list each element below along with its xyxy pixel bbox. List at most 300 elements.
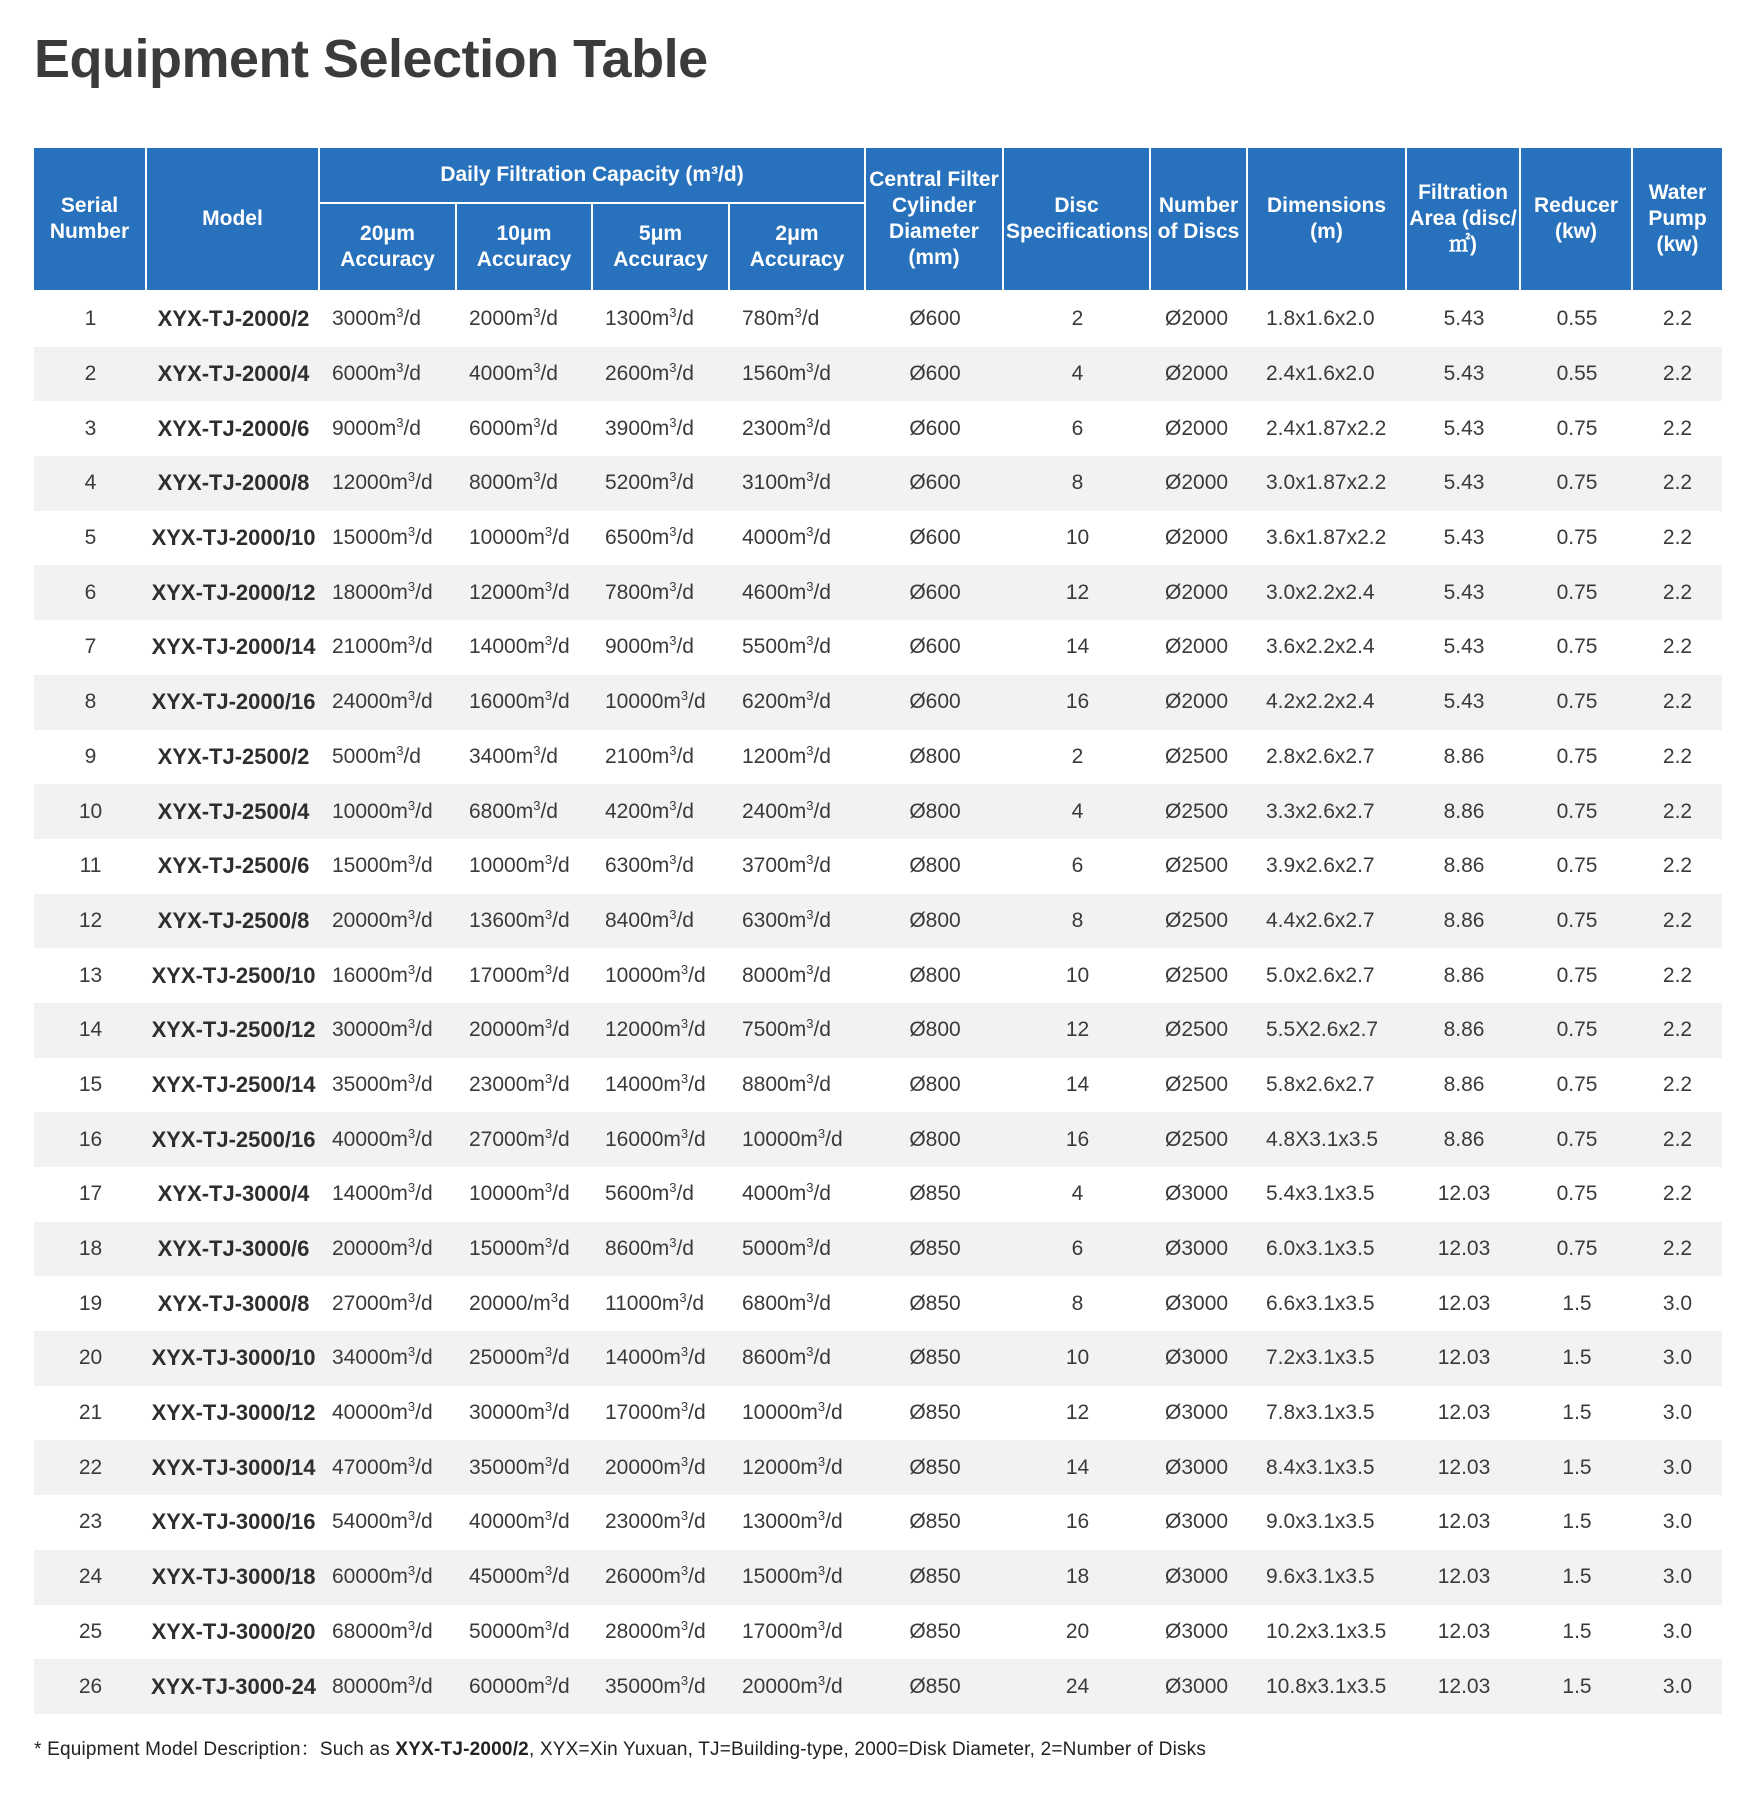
disc-spec-cell: 6	[1004, 1222, 1151, 1277]
reducer-cell: 0.75	[1521, 1222, 1633, 1277]
disc-spec-cell: 14	[1065, 635, 1090, 659]
header-10um-accuracy: 10μm Accuracy	[457, 204, 593, 292]
serial-cell: 2	[34, 347, 147, 402]
water-pump-cell: 2.2	[1633, 1003, 1722, 1058]
capacity-10um-cell: $20000m^3/d$	[457, 1003, 593, 1058]
model-cell: XYX-TJ-2500/16	[147, 1112, 320, 1167]
capacity-20um-cell: $16000m^3/d$	[332, 961, 433, 987]
capacity-20um-cell: $30000m^3/d$	[320, 1003, 457, 1058]
dimensions-cell: 7.8x3.1x3.5	[1266, 1401, 1375, 1425]
capacity-10um-cell: $8000m^3/d$	[457, 456, 593, 511]
filtration-area-cell: 12.03	[1407, 1659, 1521, 1714]
capacity-10um-cell: $30000m^3/d$	[469, 1399, 570, 1425]
number-of-discs-cell: Ø3000	[1151, 1440, 1248, 1495]
filtration-area-cell: 5.43	[1407, 347, 1521, 402]
filtration-area-cell: 5.43	[1407, 675, 1521, 730]
number-of-discs-cell: Ø2000	[1165, 526, 1229, 550]
model-cell: XYX-TJ-2500/4	[147, 784, 320, 839]
number-of-discs-cell: Ø2000	[1165, 307, 1229, 331]
cylinder-diameter-cell: Ø850	[866, 1440, 1004, 1495]
table-row	[34, 1659, 1722, 1714]
table-row	[34, 620, 1722, 675]
equipment-selection-table	[34, 148, 1722, 1714]
capacity-5um-cell: $17000m^3/d$	[605, 1399, 706, 1425]
capacity-10um-cell: $16000m^3/d$	[457, 675, 593, 730]
serial-cell: 6	[34, 565, 147, 620]
capacity-20um-cell: $34000m^3/d$	[320, 1331, 457, 1386]
serial-cell: 7	[84, 635, 97, 659]
capacity-2um-cell: $12000m^3/d$	[730, 1440, 866, 1495]
capacity-20um-cell: $54000m^3/d$	[332, 1508, 433, 1534]
model-cell: XYX-TJ-2000/2	[157, 306, 310, 332]
water-pump-cell: 3.0	[1633, 1331, 1722, 1386]
reducer-cell: 1.5	[1562, 1619, 1592, 1643]
capacity-5um-cell: $26000m^3/d$	[593, 1550, 730, 1605]
disc-spec-cell: 10	[1004, 1331, 1151, 1386]
serial-cell: 19	[78, 1291, 103, 1315]
capacity-2um-cell: $10000m^3/d$	[742, 1399, 843, 1425]
capacity-20um-cell: $20000m^3/d$	[320, 1222, 457, 1277]
water-pump-cell: 2.2	[1633, 456, 1722, 511]
cylinder-diameter-cell: Ø850	[909, 1401, 961, 1425]
number-of-discs-cell: Ø3000	[1151, 1550, 1248, 1605]
model-cell: XYX-TJ-3000/6	[147, 1222, 320, 1277]
filtration-area-cell: 5.43	[1443, 307, 1485, 331]
capacity-20um-cell: $35000m^3/d$	[332, 1070, 433, 1096]
cylinder-diameter-cell: Ø850	[866, 1222, 1004, 1277]
capacity-20um-cell: $60000m^3/d$	[320, 1550, 457, 1605]
disc-spec-cell: 2	[1071, 307, 1084, 331]
capacity-5um-cell: $6500m^3/d$	[605, 524, 694, 550]
water-pump-cell: 2.2	[1662, 854, 1693, 878]
disc-spec-cell: 10	[1065, 963, 1090, 987]
cylinder-diameter-cell: Ø600	[866, 347, 1004, 402]
model-cell: XYX-TJ-3000/4	[157, 1181, 310, 1207]
number-of-discs-cell: Ø2500	[1151, 894, 1248, 949]
disc-spec-cell: 16	[1004, 675, 1151, 730]
note-model-example: XYX-TJ-2000/2	[395, 1739, 529, 1760]
serial-cell: 20	[34, 1331, 147, 1386]
serial-cell: 14	[34, 1003, 147, 1058]
table-row	[34, 784, 1722, 839]
cylinder-diameter-cell: Ø800	[909, 854, 961, 878]
cylinder-diameter-cell: Ø800	[866, 1112, 1004, 1167]
number-of-discs-cell: Ø2500	[1151, 784, 1248, 839]
number-of-discs-cell: Ø2500	[1165, 744, 1229, 768]
capacity-2um-cell: $1200m^3/d$	[742, 742, 831, 768]
serial-cell: 25	[78, 1619, 103, 1643]
water-pump-cell: 2.2	[1633, 1222, 1722, 1277]
reducer-cell: 0.75	[1521, 565, 1633, 620]
serial-cell: 11	[79, 854, 102, 878]
cylinder-diameter-cell: Ø800	[866, 1003, 1004, 1058]
filtration-area-cell: 8.86	[1407, 784, 1521, 839]
header-model: Model	[147, 148, 320, 292]
table-row	[34, 1276, 1722, 1331]
capacity-10um-cell: $40000m^3/d$	[469, 1508, 570, 1534]
disc-spec-cell: 18	[1004, 1550, 1151, 1605]
capacity-5um-cell: $5600m^3/d$	[605, 1180, 694, 1206]
cylinder-diameter-cell: Ø800	[909, 1072, 961, 1096]
water-pump-cell: 2.2	[1662, 963, 1693, 987]
filtration-area-cell: 5.43	[1443, 635, 1485, 659]
table-row	[34, 730, 1722, 785]
capacity-20um-cell: $14000m^3/d$	[332, 1180, 433, 1206]
number-of-discs-cell: Ø2000	[1151, 565, 1248, 620]
capacity-5um-cell: $3900m^3/d$	[605, 414, 694, 440]
capacity-5um-cell: $6300m^3/d$	[605, 852, 694, 878]
dimensions-cell: 4.4x2.6x2.7	[1248, 894, 1407, 949]
filtration-area-cell: 8.86	[1443, 1072, 1485, 1096]
cylinder-diameter-cell: Ø850	[909, 1291, 961, 1315]
capacity-5um-cell: $14000m^3/d$	[605, 1070, 706, 1096]
serial-cell: 5	[84, 526, 97, 550]
disc-spec-cell: 8	[1004, 456, 1151, 511]
serial-cell: 22	[34, 1440, 147, 1495]
capacity-5um-cell: $9000m^3/d$	[605, 633, 694, 659]
filtration-area-cell: 12.03	[1437, 1510, 1491, 1534]
filtration-area-cell: 12.03	[1437, 1619, 1491, 1643]
capacity-2um-cell: $5500m^3/d$	[742, 633, 831, 659]
capacity-2um-cell: $3100m^3/d$	[730, 456, 866, 511]
number-of-discs-cell: Ø2000	[1151, 456, 1248, 511]
capacity-2um-cell: $6800m^3/d$	[742, 1289, 831, 1315]
number-of-discs-cell: Ø3000	[1151, 1222, 1248, 1277]
number-of-discs-cell: Ø3000	[1165, 1291, 1229, 1315]
filtration-area-cell: 12.03	[1407, 1550, 1521, 1605]
dimensions-cell: 10.8x3.1x3.5	[1248, 1659, 1407, 1714]
capacity-5um-cell: $8400m^3/d$	[593, 894, 730, 949]
header-disc-specifications: Disc Specifications	[1004, 148, 1151, 292]
model-cell: XYX-TJ-2000/8	[147, 456, 320, 511]
water-pump-cell: 3.0	[1662, 1291, 1693, 1315]
filtration-area-cell: 8.86	[1443, 963, 1485, 987]
model-cell: XYX-TJ-2000/14	[151, 634, 316, 660]
dimensions-cell: 2.4x1.6x2.0	[1248, 347, 1407, 402]
table-row	[34, 456, 1722, 511]
cylinder-diameter-cell: Ø850	[866, 1550, 1004, 1605]
capacity-2um-cell: $20000m^3/d$	[730, 1659, 866, 1714]
capacity-20um-cell: $21000m^3/d$	[332, 633, 433, 659]
filtration-area-cell: 5.43	[1407, 565, 1521, 620]
header-cylinder-diameter: Central Filter Cylinder Diameter (mm)	[866, 148, 1004, 292]
dimensions-cell: 9.0x3.1x3.5	[1266, 1510, 1375, 1534]
header-filtration-area: Filtration Area (disc/㎡)	[1407, 148, 1521, 292]
capacity-5um-cell: $12000m^3/d$	[593, 1003, 730, 1058]
dimensions-cell: 3.9x2.6x2.7	[1266, 854, 1375, 878]
water-pump-cell: 2.2	[1662, 1182, 1693, 1206]
disc-spec-cell: 4	[1004, 784, 1151, 839]
reducer-cell: 1.5	[1562, 1401, 1592, 1425]
serial-cell: 3	[84, 416, 97, 440]
capacity-5um-cell: $20000m^3/d$	[593, 1440, 730, 1495]
model-cell: XYX-TJ-2500/12	[147, 1003, 320, 1058]
capacity-2um-cell: $8600m^3/d$	[730, 1331, 866, 1386]
model-description-note	[34, 1734, 1206, 1761]
model-cell: XYX-TJ-3000/20	[151, 1618, 316, 1644]
cylinder-diameter-cell: Ø850	[909, 1510, 961, 1534]
cylinder-diameter-cell: Ø600	[909, 635, 961, 659]
water-pump-cell: 2.2	[1633, 894, 1722, 949]
capacity-20um-cell: $18000m^3/d$	[320, 565, 457, 620]
capacity-5um-cell: $2100m^3/d$	[605, 742, 694, 768]
number-of-discs-cell: Ø2500	[1165, 1072, 1229, 1096]
water-pump-cell: 2.2	[1662, 744, 1693, 768]
model-cell: XYX-TJ-3000/10	[147, 1331, 320, 1386]
dimensions-cell: 5.8x2.6x2.7	[1266, 1072, 1375, 1096]
cylinder-diameter-cell: Ø600	[909, 526, 961, 550]
capacity-2um-cell: $6300m^3/d$	[730, 894, 866, 949]
capacity-20um-cell: $10000m^3/d$	[320, 784, 457, 839]
reducer-cell: 0.75	[1556, 744, 1598, 768]
serial-cell: 1	[84, 307, 97, 331]
dimensions-cell: 6.6x3.1x3.5	[1266, 1291, 1375, 1315]
water-pump-cell: 2.2	[1662, 1072, 1693, 1096]
filtration-area-cell: 12.03	[1437, 1182, 1491, 1206]
capacity-20um-cell: $12000m^3/d$	[320, 456, 457, 511]
model-cell: XYX-TJ-2500/10	[151, 962, 316, 988]
table-row	[34, 1331, 1722, 1386]
dimensions-cell: 2.8x2.6x2.7	[1266, 744, 1375, 768]
reducer-cell: 0.75	[1521, 456, 1633, 511]
table-row	[34, 1003, 1722, 1058]
number-of-discs-cell: Ø3000	[1165, 1510, 1229, 1534]
reducer-cell: 1.5	[1521, 1659, 1633, 1714]
model-cell: XYX-TJ-3000/14	[147, 1440, 320, 1495]
capacity-2um-cell: $7500m^3/d$	[730, 1003, 866, 1058]
capacity-10um-cell: $6000m^3/d$	[469, 414, 558, 440]
capacity-10um-cell: $20000/m^3d$	[469, 1289, 570, 1315]
model-cell: XYX-TJ-2500/14	[151, 1071, 316, 1097]
disc-spec-cell: 2	[1071, 744, 1084, 768]
header-serial-number: Serial Number	[34, 148, 147, 292]
dimensions-cell: 5.4x3.1x3.5	[1266, 1182, 1375, 1206]
model-cell: XYX-TJ-2500/2	[157, 743, 310, 769]
water-pump-cell: 2.2	[1662, 307, 1693, 331]
capacity-10um-cell: $6800m^3/d$	[457, 784, 593, 839]
disc-spec-cell: 12	[1065, 1401, 1090, 1425]
table-row	[34, 565, 1722, 620]
filtration-area-cell: 5.43	[1443, 416, 1485, 440]
serial-cell: 21	[78, 1401, 103, 1425]
dimensions-cell: 1.8x1.6x2.0	[1266, 307, 1375, 331]
reducer-cell: 0.75	[1556, 854, 1598, 878]
capacity-10um-cell: $27000m^3/d$	[457, 1112, 593, 1167]
filtration-area-cell: 5.43	[1443, 526, 1485, 550]
water-pump-cell: 2.2	[1633, 565, 1722, 620]
capacity-20um-cell: $3000m^3/d$	[332, 305, 421, 331]
model-cell: XYX-TJ-2000/12	[147, 565, 320, 620]
dimensions-cell: 3.6x1.87x2.2	[1266, 526, 1387, 550]
water-pump-cell: 3.0	[1633, 1440, 1722, 1495]
capacity-10um-cell: $3400m^3/d$	[469, 742, 558, 768]
cylinder-diameter-cell: Ø800	[909, 744, 961, 768]
filtration-area-cell: 12.03	[1407, 1222, 1521, 1277]
cylinder-diameter-cell: Ø600	[866, 565, 1004, 620]
capacity-10um-cell: $60000m^3/d$	[457, 1659, 593, 1714]
capacity-10um-cell: $4000m^3/d$	[457, 347, 593, 402]
model-cell: XYX-TJ-3000/18	[147, 1550, 320, 1605]
capacity-5um-cell: $14000m^3/d$	[593, 1331, 730, 1386]
reducer-cell: 0.75	[1556, 635, 1598, 659]
capacity-20um-cell: $15000m^3/d$	[332, 852, 433, 878]
capacity-10um-cell: $14000m^3/d$	[469, 633, 570, 659]
water-pump-cell: 3.0	[1633, 1550, 1722, 1605]
table-body	[34, 292, 1722, 1714]
capacity-2um-cell: $8800m^3/d$	[742, 1070, 831, 1096]
water-pump-cell: 2.2	[1662, 526, 1693, 550]
serial-cell: 16	[34, 1112, 147, 1167]
capacity-10um-cell: $13600m^3/d$	[457, 894, 593, 949]
dimensions-cell: 3.3x2.6x2.7	[1248, 784, 1407, 839]
capacity-2um-cell: $4000m^3/d$	[742, 1180, 831, 1206]
dimensions-cell: 9.6x3.1x3.5	[1248, 1550, 1407, 1605]
capacity-10um-cell: $12000m^3/d$	[457, 565, 593, 620]
filtration-area-cell: 8.86	[1443, 854, 1485, 878]
reducer-cell: 0.75	[1521, 675, 1633, 730]
model-cell: XYX-TJ-3000-24	[147, 1659, 320, 1714]
water-pump-cell: 2.2	[1633, 1112, 1722, 1167]
water-pump-cell: 3.0	[1662, 1401, 1693, 1425]
cylinder-diameter-cell: Ø800	[866, 894, 1004, 949]
number-of-discs-cell: Ø3000	[1165, 1619, 1229, 1643]
number-of-discs-cell: Ø2000	[1165, 635, 1229, 659]
header-water-pump: Water Pump (kw)	[1633, 148, 1722, 292]
water-pump-cell: 2.2	[1633, 347, 1722, 402]
capacity-5um-cell: $23000m^3/d$	[605, 1508, 706, 1534]
model-cell: XYX-TJ-3000/12	[151, 1400, 316, 1426]
capacity-2um-cell: $1560m^3/d$	[730, 347, 866, 402]
cylinder-diameter-cell: Ø800	[909, 963, 961, 987]
capacity-5um-cell: $2600m^3/d$	[593, 347, 730, 402]
disc-spec-cell: 14	[1004, 1440, 1151, 1495]
header-5um-accuracy: 5μm Accuracy	[593, 204, 730, 292]
dimensions-cell: 4.2x2.2x2.4	[1248, 675, 1407, 730]
capacity-5um-cell: $5200m^3/d$	[593, 456, 730, 511]
header-row-top	[34, 148, 1722, 204]
dimensions-cell: 5.5X2.6x2.7	[1248, 1003, 1407, 1058]
capacity-2um-cell: $2300m^3/d$	[742, 414, 831, 440]
header-reducer: Reducer (kw)	[1521, 148, 1633, 292]
water-pump-cell: 3.0	[1633, 1659, 1722, 1714]
table-row	[34, 401, 1722, 456]
capacity-10um-cell: $15000m^3/d$	[457, 1222, 593, 1277]
table-row	[34, 347, 1722, 402]
serial-cell: 24	[34, 1550, 147, 1605]
cylinder-diameter-cell: Ø850	[909, 1619, 961, 1643]
disc-spec-cell: 24	[1004, 1659, 1151, 1714]
reducer-cell: 1.5	[1562, 1510, 1592, 1534]
capacity-10um-cell: $23000m^3/d$	[469, 1070, 570, 1096]
disc-spec-cell: 4	[1004, 347, 1151, 402]
disc-spec-cell: 4	[1071, 1182, 1084, 1206]
capacity-5um-cell: $10000m^3/d$	[605, 961, 706, 987]
table-row	[34, 1222, 1722, 1277]
table-row	[34, 1112, 1722, 1167]
capacity-10um-cell: $45000m^3/d$	[457, 1550, 593, 1605]
filtration-area-cell: 8.86	[1407, 1003, 1521, 1058]
disc-spec-cell: 12	[1004, 565, 1151, 620]
table-row	[34, 1058, 1722, 1113]
water-pump-cell: 2.2	[1662, 416, 1693, 440]
cylinder-diameter-cell: Ø850	[866, 1331, 1004, 1386]
capacity-5um-cell: $28000m^3/d$	[605, 1617, 706, 1643]
serial-cell: 17	[78, 1182, 103, 1206]
table-row	[34, 1605, 1722, 1660]
water-pump-cell: 3.0	[1662, 1510, 1693, 1534]
capacity-20um-cell: $27000m^3/d$	[332, 1289, 433, 1315]
disc-spec-cell: 14	[1065, 1072, 1090, 1096]
capacity-10um-cell: $10000m^3/d$	[469, 524, 570, 550]
model-cell: XYX-TJ-3000/16	[151, 1509, 316, 1535]
capacity-20um-cell: $5000m^3/d$	[332, 742, 421, 768]
serial-cell: 9	[84, 744, 97, 768]
model-cell: XYX-TJ-2500/6	[157, 853, 310, 879]
capacity-10um-cell: $10000m^3/d$	[469, 852, 570, 878]
model-cell: XYX-TJ-2000/6	[157, 415, 310, 441]
serial-cell: 26	[34, 1659, 147, 1714]
header-dimensions: Dimensions (m)	[1248, 148, 1407, 292]
cylinder-diameter-cell: Ø600	[866, 675, 1004, 730]
reducer-cell: 0.75	[1556, 1072, 1598, 1096]
number-of-discs-cell: Ø2000	[1165, 416, 1229, 440]
table-row	[34, 1167, 1722, 1222]
reducer-cell: 0.75	[1556, 963, 1598, 987]
capacity-2um-cell: $6200m^3/d$	[730, 675, 866, 730]
disc-spec-cell: 8	[1071, 1291, 1084, 1315]
capacity-20um-cell: $47000m^3/d$	[320, 1440, 457, 1495]
serial-cell: 13	[78, 963, 103, 987]
cylinder-diameter-cell: Ø600	[909, 416, 961, 440]
reducer-cell: 0.75	[1521, 894, 1633, 949]
capacity-10um-cell: $2000m^3/d$	[469, 305, 558, 331]
capacity-5um-cell: $11000m^3/d$	[605, 1289, 705, 1315]
disc-spec-cell: 10	[1065, 526, 1090, 550]
disc-spec-cell: 6	[1071, 854, 1084, 878]
serial-cell: 23	[78, 1510, 103, 1534]
table-row	[34, 839, 1722, 894]
dimensions-cell: 5.0x2.6x2.7	[1266, 963, 1375, 987]
dimensions-cell: 3.0x1.87x2.2	[1248, 456, 1407, 511]
filtration-area-cell: 12.03	[1437, 1401, 1491, 1425]
model-cell: XYX-TJ-3000/8	[157, 1290, 310, 1316]
capacity-10um-cell: $25000m^3/d$	[457, 1331, 593, 1386]
number-of-discs-cell: Ø3000	[1165, 1182, 1229, 1206]
capacity-5um-cell: $7800m^3/d$	[593, 565, 730, 620]
capacity-2um-cell: $2400m^3/d$	[730, 784, 866, 839]
reducer-cell: 1.5	[1521, 1440, 1633, 1495]
serial-cell: 10	[34, 784, 147, 839]
filtration-area-cell: 5.43	[1407, 456, 1521, 511]
serial-cell: 15	[78, 1072, 103, 1096]
dimensions-cell: 3.6x2.2x2.4	[1266, 635, 1375, 659]
capacity-10um-cell: $50000m^3/d$	[469, 1617, 570, 1643]
filtration-area-cell: 12.03	[1437, 1291, 1491, 1315]
table-row	[34, 292, 1722, 347]
disc-spec-cell: 20	[1065, 1619, 1090, 1643]
note-suffix: , XYX=Xin Yuxuan, TJ=Building-type, 2000=Disk Diameter, 2=Number of Disks	[528, 1739, 1207, 1760]
reducer-cell: 0.55	[1556, 307, 1598, 331]
capacity-5um-cell: $16000m^3/d$	[593, 1112, 730, 1167]
header-daily-filtration-capacity: Daily Filtration Capacity (m³/d)	[320, 148, 866, 204]
capacity-2um-cell: $3700m^3/d$	[742, 852, 831, 878]
reducer-cell: 1.5	[1521, 1550, 1633, 1605]
reducer-cell: 1.5	[1521, 1331, 1633, 1386]
capacity-20um-cell: $15000m^3/d$	[332, 524, 433, 550]
serial-cell: 12	[34, 894, 147, 949]
number-of-discs-cell: Ø2000	[1151, 675, 1248, 730]
number-of-discs-cell: Ø2500	[1151, 1112, 1248, 1167]
